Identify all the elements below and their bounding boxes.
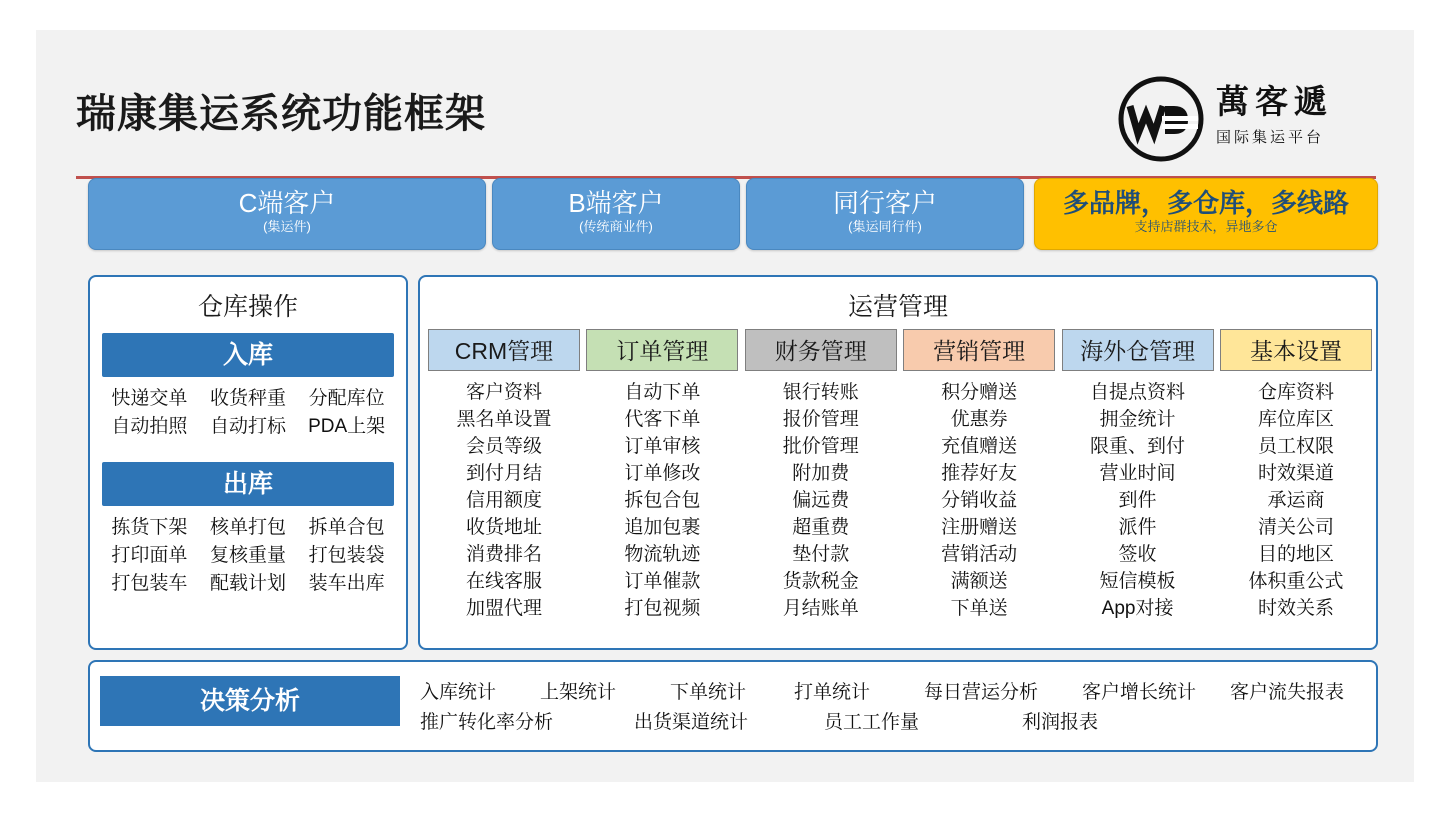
slide-canvas [36, 30, 1414, 782]
client-peer-sub: (集运同行件) [848, 219, 922, 234]
column-overseas-warehouse-header[interactable]: 海外仓管理 [1062, 329, 1214, 371]
warehouse-operations-panel [88, 275, 408, 650]
client-peer-label: 同行客户 [832, 188, 937, 218]
warehouse-panel-title: 仓库操作 [197, 293, 298, 321]
list-item: 打包装车 [111, 573, 188, 594]
list-item: 追加包裹 [624, 517, 701, 538]
list-item: 垫付款 [792, 544, 850, 565]
list-item: 营销活动 [941, 544, 1018, 565]
list-item: 拆单合包 [308, 517, 385, 538]
list-item: 代客下单 [624, 409, 701, 430]
column-crm [428, 329, 580, 622]
list-item: 目的地区 [1257, 544, 1334, 565]
list-item: 快递交单 [111, 388, 188, 409]
list-item: 营业时间 [1099, 463, 1176, 484]
list-item: 仓库资料 [1257, 382, 1334, 403]
list-item: 入库统计 [420, 682, 497, 703]
brand-logo [1116, 72, 1376, 166]
column-order-items [586, 379, 738, 622]
list-item: 库位库区 [1257, 409, 1334, 430]
list-item: PDA上架 [308, 416, 386, 437]
list-item: 自动下单 [624, 382, 701, 403]
list-item: 打印面单 [111, 545, 188, 566]
list-item: 在线客服 [465, 571, 542, 592]
list-item: 客户增长统计 [1082, 682, 1197, 703]
list-item: 每日营运分析 [924, 682, 1039, 703]
list-item: 附加费 [792, 463, 850, 484]
brand-tagline: 国际集运平台 [1216, 129, 1325, 146]
list-item: 加盟代理 [465, 598, 542, 619]
column-basic-settings [1220, 329, 1372, 622]
list-item: 签收 [1118, 544, 1157, 565]
list-item: 客户资料 [465, 382, 542, 403]
decision-row [420, 678, 1360, 708]
list-item: 报价管理 [782, 409, 859, 430]
list-item: 银行转账 [782, 382, 859, 403]
list-item: 下单送 [950, 598, 1008, 619]
list-item: 配载计划 [209, 573, 286, 594]
client-type-bar [88, 178, 1378, 254]
list-item: 到付月结 [465, 463, 542, 484]
list-item: 订单审核 [624, 436, 701, 457]
list-item: 员工权限 [1257, 436, 1334, 457]
client-b-sub: (传统商业件) [579, 219, 653, 234]
list-item: 充值赠送 [941, 436, 1018, 457]
column-crm-header[interactable]: CRM管理 [428, 329, 580, 371]
column-finance-items [745, 379, 897, 622]
list-item: 自提点资料 [1090, 382, 1186, 403]
list-item: 货款税金 [782, 571, 859, 592]
list-item: 消费排名 [465, 544, 542, 565]
list-item: 短信模板 [1099, 571, 1176, 592]
operations-management-panel [418, 275, 1378, 650]
client-box-peer[interactable] [746, 178, 1024, 250]
list-item: 会员等级 [465, 436, 542, 457]
operations-columns [428, 329, 1372, 622]
brand-name: 萬客遞 [1216, 83, 1333, 120]
inbound-item-grid [100, 385, 396, 440]
list-item: 推广转化率分析 [420, 712, 554, 733]
list-item: 利润报表 [1022, 712, 1099, 733]
list-item: 承运商 [1267, 490, 1325, 511]
column-marketing [903, 329, 1055, 622]
list-item: 复核重量 [209, 545, 286, 566]
list-item: 信用额度 [465, 490, 542, 511]
list-item: 拥金统计 [1099, 409, 1176, 430]
list-item: 订单修改 [624, 463, 701, 484]
list-item: 批价管理 [782, 436, 859, 457]
list-item: 核单打包 [209, 517, 286, 538]
column-marketing-items [903, 379, 1055, 622]
decision-analysis-band: 决策分析 [100, 676, 400, 726]
column-order-header[interactable]: 订单管理 [586, 329, 738, 371]
list-item: 下单统计 [670, 682, 747, 703]
list-item: 到件 [1118, 490, 1157, 511]
list-item: 推荐好友 [941, 463, 1018, 484]
list-item: 分配库位 [308, 388, 385, 409]
outbound-band: 出库 [102, 462, 394, 506]
multi-brand-label: 多品牌，多仓库，多线路 [1062, 188, 1349, 218]
list-item: 出货渠道统计 [634, 712, 749, 733]
list-item: 物流轨迹 [624, 544, 701, 565]
inbound-band: 入库 [102, 333, 394, 377]
list-item: App对接 [1101, 598, 1174, 619]
list-item: 月结账单 [782, 598, 859, 619]
list-item: 超重费 [792, 517, 850, 538]
list-item: 时效渠道 [1257, 463, 1334, 484]
list-item: 满额送 [950, 571, 1008, 592]
list-item: 员工工作量 [824, 712, 920, 733]
client-c-sub: (集运件) [263, 219, 311, 234]
list-item: 清关公司 [1257, 517, 1334, 538]
list-item: 打包装袋 [308, 545, 385, 566]
list-item: 拣货下架 [111, 517, 188, 538]
multi-brand-highlight[interactable] [1034, 178, 1378, 250]
column-finance-header[interactable]: 财务管理 [745, 329, 897, 371]
list-item: 限重、到付 [1090, 436, 1186, 457]
list-item: 优惠券 [950, 409, 1008, 430]
list-item: 黑名单设置 [456, 409, 552, 430]
list-item: 偏远费 [792, 490, 850, 511]
client-b-label: B端客户 [568, 188, 664, 218]
list-item: 客户流失报表 [1230, 682, 1345, 703]
client-box-c[interactable] [88, 178, 486, 250]
list-item: 自动拍照 [111, 416, 188, 437]
list-item: 时效关系 [1257, 598, 1334, 619]
list-item: 分销收益 [941, 490, 1018, 511]
decision-row [420, 708, 1360, 738]
column-finance [745, 329, 897, 622]
column-order [586, 329, 738, 622]
client-c-label: C端客户 [238, 188, 336, 218]
list-item: 派件 [1118, 517, 1157, 538]
list-item: 自动打标 [209, 416, 286, 437]
wcd-logo-icon [1116, 76, 1206, 162]
header [76, 58, 1376, 178]
brand-text [1216, 82, 1376, 147]
list-item: 打单统计 [794, 682, 871, 703]
multi-brand-sub: 支持店群技术，异地多仓 [1134, 219, 1278, 234]
outbound-item-grid [100, 514, 396, 597]
client-box-b[interactable] [492, 178, 740, 250]
list-item: 装车出库 [308, 573, 385, 594]
list-item: 注册赠送 [941, 517, 1018, 538]
list-item: 拆包合包 [624, 490, 701, 511]
decision-analysis-panel [88, 660, 1378, 752]
list-item: 订单催款 [624, 571, 701, 592]
list-item: 打包视频 [624, 598, 701, 619]
list-item: 收货秤重 [209, 388, 286, 409]
list-item: 体积重公式 [1248, 571, 1344, 592]
column-overseas-warehouse [1062, 329, 1214, 622]
list-item: 上架统计 [540, 682, 617, 703]
list-item: 收货地址 [465, 517, 542, 538]
column-basic-settings-items [1220, 379, 1372, 622]
list-item: 积分赠送 [941, 382, 1018, 403]
column-overseas-warehouse-items [1062, 379, 1214, 622]
column-marketing-header[interactable]: 营销管理 [903, 329, 1055, 371]
operations-panel-title: 运营管理 [847, 293, 948, 321]
column-crm-items [428, 379, 580, 622]
page-title: 瑞康集运系统功能框架 [76, 92, 486, 136]
column-basic-settings-header[interactable]: 基本设置 [1220, 329, 1372, 371]
decision-analysis-items [420, 678, 1360, 738]
